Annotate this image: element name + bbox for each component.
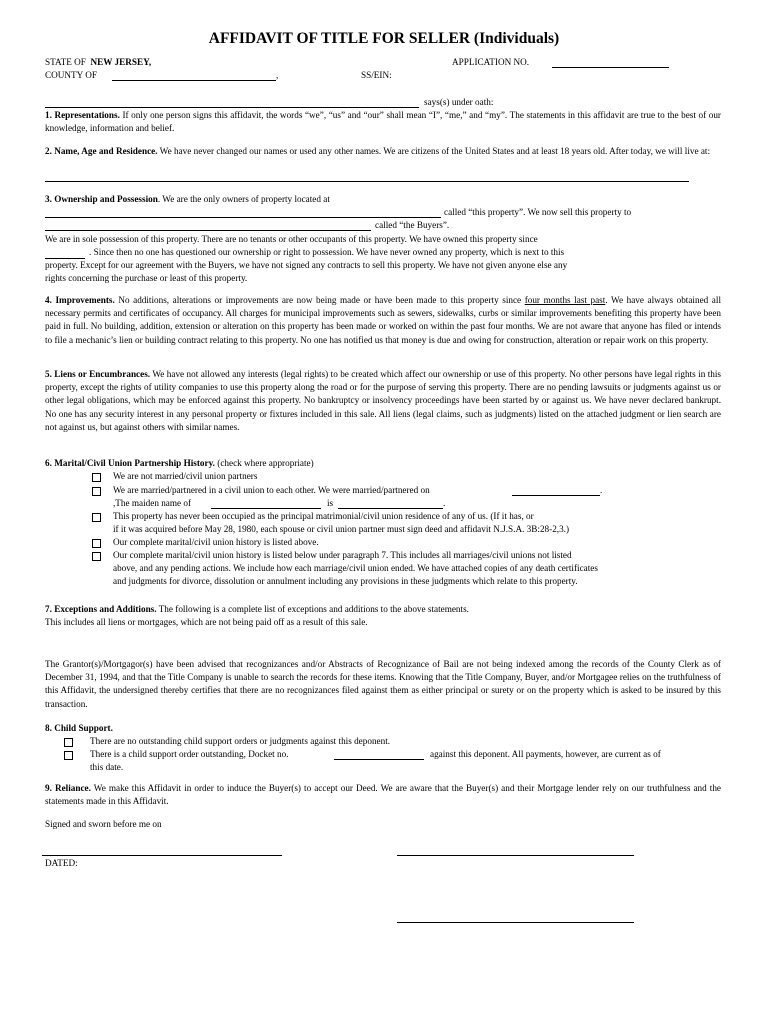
checkbox-not-married[interactable] bbox=[92, 473, 101, 482]
grantor-paragraph: The Grantor(s)/Mortgagor(s) have been advised that recognizances and/or Abstracts of Recognizance of Bail are not being indexed among the records of the County Clerk as of December 31, 1994, and that the Title Company is unable to search the records for these items. Knowing that the Title Company, Buyer, and/or Mortgagee relies on the truthfulness of this Affidavit, the undersigned thereby certifies that there are no recognizances filed against them as either principal or surety or on the property which is asked to be insured by this transaction. bbox=[45, 659, 721, 709]
application-label: APPLICATION NO. bbox=[452, 57, 530, 67]
checkbox-history-below[interactable] bbox=[92, 552, 101, 561]
county-field[interactable] bbox=[112, 80, 276, 81]
option-history-below-b: above, and any pending actions. We include how each marriage/civil union ended. We have attached copies of any death certificates bbox=[113, 563, 598, 573]
option-never-occupied-b: if it was acquired before May 28, 1980, each spouse or civil union partner must sign deed and affidavit N.J.S.A. 3B:28-2,3.) bbox=[113, 524, 570, 534]
section-3-line1: . We are the only owners of property located at bbox=[157, 194, 330, 204]
section-name-age-residence bbox=[45, 145, 721, 158]
section-4-text-b: . We have always obtained all necessary permits and certificates of occupancy. All charges for municipal improvements such as sewers, sidewalks, curbs or similar improvements benefiting this property have been paid in full. No building, addition, extension or alteration on this property has been made or worked on within the past four months. We are not aware that anyone has filed or intends to file a mechanic’s lien or building contract relating to this property. No one has notified us that money is due and owing for construction, alteration or repair work on this property. bbox=[45, 295, 721, 345]
section-liens-encumbrances bbox=[45, 368, 721, 434]
maiden-is-label: is bbox=[327, 498, 334, 508]
married-date-field[interactable] bbox=[512, 495, 600, 496]
section-5-heading: 5. Liens or Encumbrances. bbox=[45, 369, 151, 379]
oath-text: says(s) under oath: bbox=[424, 97, 494, 107]
section-representations bbox=[45, 109, 721, 135]
new-address-field[interactable] bbox=[45, 181, 689, 182]
section-6-heading: 6. Marital/Civil Union Partnership History. bbox=[45, 458, 215, 468]
ownership-text-c: rights concerning the purchase or least of this property. bbox=[45, 273, 248, 283]
county-label: COUNTY OF bbox=[45, 70, 97, 80]
option-never-occupied-a: This property has never been occupied as the principal matrimonial/civil union residence of any of us. (If it has, or bbox=[113, 511, 534, 521]
state-label: STATE OF bbox=[45, 57, 86, 67]
called-the-buyers: called “the Buyers”. bbox=[375, 220, 450, 230]
section-2-heading: 2. Name, Age and Residence. bbox=[45, 146, 158, 156]
state-value: NEW JERSEY, bbox=[90, 57, 152, 67]
section-reliance bbox=[45, 782, 721, 808]
married-date-period: . bbox=[600, 485, 603, 495]
ownership-text-a: . Since then no one has questioned our ownership or right to possession. We have never owned any property, which is next to this bbox=[89, 247, 565, 257]
section-exceptions-line bbox=[45, 603, 469, 616]
section-improvements bbox=[45, 294, 721, 347]
buyers-name-field[interactable] bbox=[45, 230, 371, 231]
section-1-heading: 1. Representations. bbox=[45, 110, 120, 120]
section-7-line2: This includes all liens or mortgages, which are not being paid off as a result of this sale. bbox=[45, 617, 368, 627]
section-2-text: We have never changed our names or used any other names. We are citizens of the United States and at least 18 years old. After today, we will live at: bbox=[157, 146, 711, 156]
option-married: We are married/partnered in a civil union to each other. We were married/partnered on bbox=[113, 485, 430, 495]
section-4-text-a: No additions, alterations or improvements are now being made or have been made to this property since bbox=[114, 295, 525, 305]
property-location-field[interactable] bbox=[45, 217, 441, 218]
section-9-text: We make this Affidavit in order to induce the Buyer(s) to accept our Deed. We are aware that the Buyer(s) and their Mortgage lender rely on our truthfulness and the statements made in this Affidavit. bbox=[45, 783, 721, 807]
docket-number-field[interactable] bbox=[334, 759, 424, 760]
checkbox-no-child-support[interactable] bbox=[64, 738, 73, 747]
application-number-field[interactable] bbox=[552, 67, 669, 68]
spouse-name-field[interactable] bbox=[211, 508, 321, 509]
notary-signature-line[interactable] bbox=[42, 855, 282, 856]
section-1-text: If only one person signs this affidavit, the words “we”, “us” and “our” shall mean “I”, “me,” and “my”. The statements in this affidavit are true to the best of our knowledge, information and belief. bbox=[45, 110, 721, 134]
option-child-support-b: against this deponent. All payments, however, are current as of bbox=[430, 749, 661, 759]
section-3-heading: 3. Ownership and Possession bbox=[45, 194, 158, 204]
section-9-heading: 9. Reliance. bbox=[45, 783, 91, 793]
section-7-heading: 7. Exceptions and Additions. bbox=[45, 604, 157, 614]
possession-text: We are in sole possession of this property. There are no tenants or other occupants of this property. We have owned this property since bbox=[45, 234, 538, 244]
four-months-last-past: four months last past bbox=[524, 295, 606, 305]
document-title: AFFIDAVIT OF TITLE FOR SELLER (Individuals) bbox=[208, 30, 560, 47]
dated-label: DATED: bbox=[45, 858, 78, 868]
maiden-name-label: ,The maiden name of bbox=[113, 498, 192, 508]
option-history-below-a: Our complete marital/civil union history is listed below under paragraph 7. This includes all marriages/civil unions not listed bbox=[113, 550, 572, 560]
section-5-text: We have not allowed any interests (legal rights) to be created which affect our ownership or use of this property. No other persons have legal rights in this property, except the rights of utility companies to use this property along the road or for the purpose of serving this property. There are no pending lawsuits or judgments against us or other legal obligations, which may be enforced against this property. No bankruptcy or insolvency proceedings have been started by or against us. We have never declared bankrupt. No one has any security interest in any personal property or fixtures included in this sale. All liens (legal claims, such as judgments) listed on the attached judgment or lien search are not against us, but against others with similar names. bbox=[45, 369, 721, 432]
section-6-note: (check where appropriate) bbox=[214, 458, 314, 468]
section-ownership-line bbox=[45, 193, 330, 206]
section-marital-heading-line bbox=[45, 457, 314, 470]
option-no-child-support: There are no outstanding child support orders or judgments against this deponent. bbox=[90, 736, 391, 746]
signed-sworn-text: Signed and sworn before me on bbox=[45, 819, 162, 829]
section-8-heading: 8. Child Support. bbox=[45, 723, 113, 733]
county-comma: , bbox=[276, 70, 279, 80]
section-7-text: The following is a complete list of exceptions and additions to the above statements. bbox=[156, 604, 469, 614]
affiant-name-field[interactable] bbox=[45, 107, 419, 108]
ownership-text-b: property. Except for our agreement with the Buyers, we have not signed any contracts to sell this property. We have not given anyone else any bbox=[45, 260, 568, 270]
called-this-property: called “this property”. We now sell this property to bbox=[444, 207, 632, 217]
maiden-name-field[interactable] bbox=[338, 508, 443, 509]
option-child-support-a: There is a child support order outstanding, Docket no. bbox=[90, 749, 289, 759]
checkbox-never-occupied[interactable] bbox=[92, 513, 101, 522]
checkbox-history-above[interactable] bbox=[92, 539, 101, 548]
option-not-married: We are not married/civil union partners bbox=[113, 471, 258, 481]
checkbox-child-support-outstanding[interactable] bbox=[64, 751, 73, 760]
seller-signature-line-2[interactable] bbox=[397, 922, 634, 923]
ssein-label: SS/EIN: bbox=[361, 70, 392, 80]
option-history-below-c: and judgments for divorce, dissolution or annulment including any provisions in these judgments which relate to this property. bbox=[113, 576, 578, 586]
seller-signature-line-1[interactable] bbox=[397, 855, 634, 856]
checkbox-married[interactable] bbox=[92, 487, 101, 496]
maiden-period: . bbox=[443, 498, 446, 508]
option-child-support-c: this date. bbox=[90, 762, 124, 772]
option-history-above: Our complete marital/civil union history is listed above. bbox=[113, 537, 319, 547]
state-line bbox=[45, 56, 151, 69]
section-4-heading: 4. Improvements. bbox=[45, 295, 115, 305]
